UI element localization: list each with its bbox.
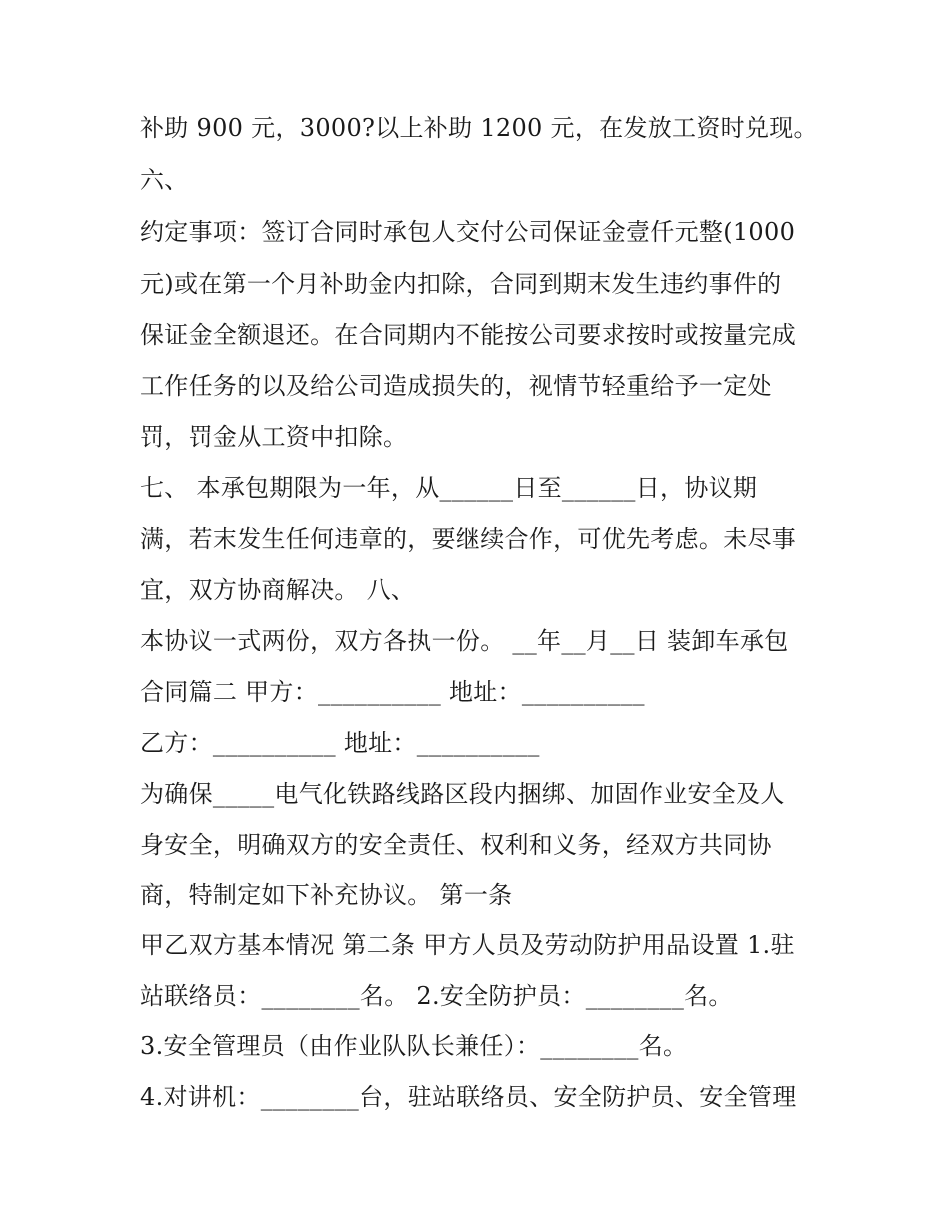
text-line: 4.对讲机：________台，驻站联络员、安全防护员、安全管理 [140, 1083, 797, 1111]
text-line: 3.安全管理员（由作业队队长兼任）：________名。 [140, 1032, 688, 1060]
text-line: 商，特制定如下补充协议。 第一条 [140, 881, 513, 909]
text-line: 六、 [140, 166, 189, 194]
text-line: 甲乙双方基本情况 第二条 甲方人员及劳动防护用品设置 1.驻 [140, 931, 795, 959]
text-line: 为确保_____电气化铁路线路区段内捆绑、加固作业安全及人 [140, 780, 785, 808]
text-line: 本协议一式两份，双方各执一份。 __年__月__日 装卸车承包 [140, 627, 789, 655]
text-line: 罚，罚金从工资中扣除。 [140, 423, 408, 451]
text-line: 工作任务的以及给公司造成损失的，视情节轻重给予一定处 [140, 372, 772, 400]
text-line: 满，若末发生任何违章的，要继续合作，可优先考虑。未尽事 [140, 525, 797, 553]
text-line: 补助 900 元，3000?以上补助 1200 元，在发放工资时兑现。 [140, 114, 818, 142]
text-line: 七、 本承包期限为一年，从______日至______日，协议期 [140, 474, 758, 502]
text-line: 站联络员：________名。 2.安全防护员：________名。 [140, 982, 733, 1010]
text-line: 约定事项：签订合同时承包人交付公司保证金壹仟元整(1000 [140, 218, 796, 246]
text-line: 身安全，明确双方的安全责任、权利和义务，经双方共同协 [140, 831, 772, 859]
text-line: 宜，双方协商解决。 八、 [140, 576, 416, 604]
text-line: 乙方：__________ 地址：__________ [140, 729, 540, 757]
text-line: 合同篇二 甲方：__________ 地址：__________ [140, 678, 645, 706]
text-line: 元)或在第一个月补助金内扣除，合同到期末发生违约事件的 [140, 270, 782, 298]
text-line: 保证金全额退还。在合同期内不能按公司要求按时或按量完成 [140, 321, 797, 349]
